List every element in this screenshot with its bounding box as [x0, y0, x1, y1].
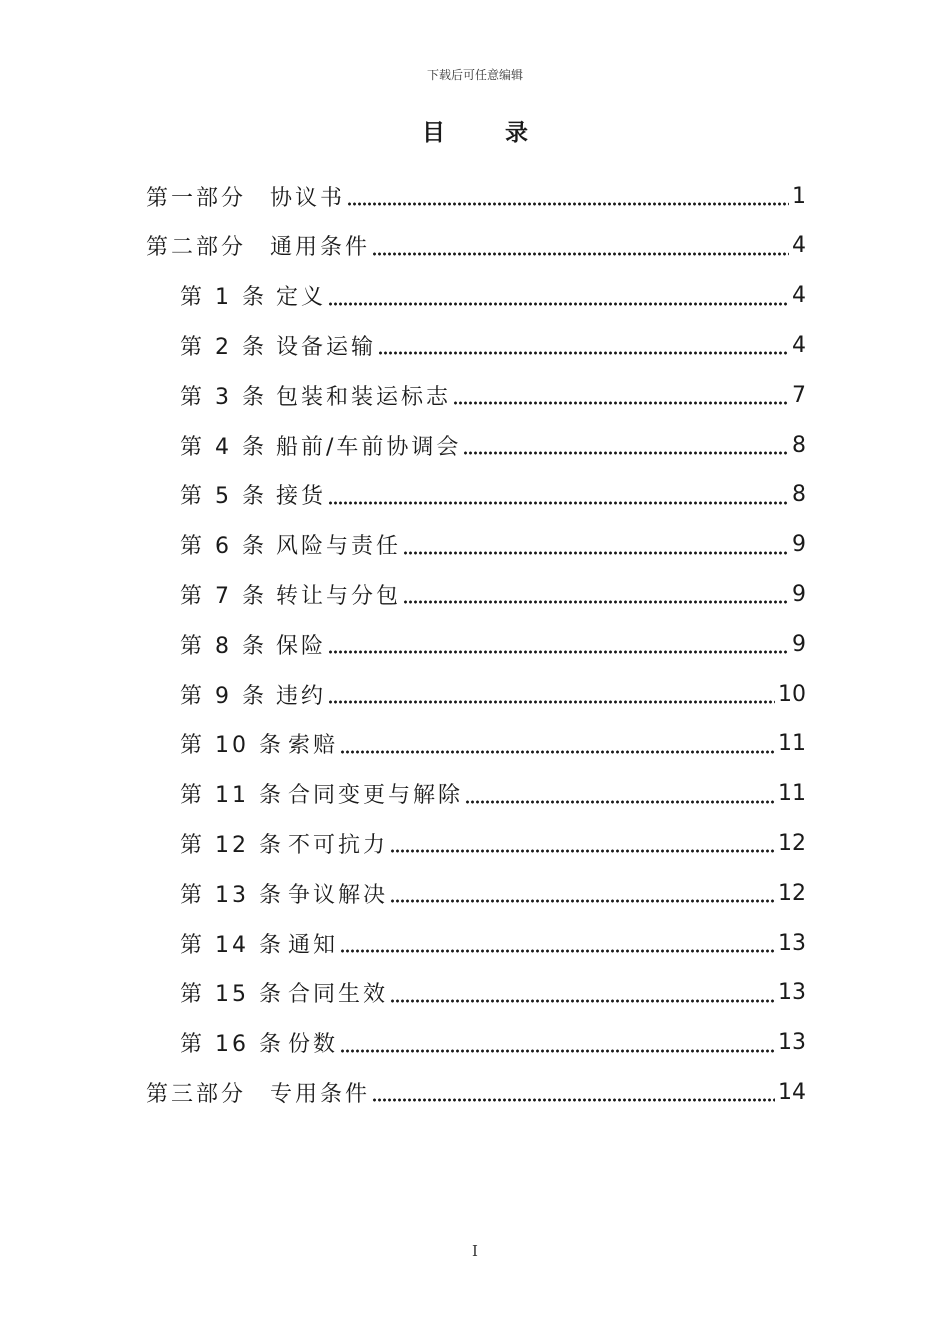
toc-dot-leader — [403, 599, 789, 605]
toc-entry-number: 第 4 条 — [180, 434, 267, 460]
toc-entry-title: 合同生效 — [288, 982, 389, 1008]
header-note: 下载后可任意编辑 — [426, 68, 523, 82]
toc-dot-leader — [340, 1048, 775, 1054]
toc-part-entry[interactable] — [146, 172, 806, 220]
toc-entry-number: 第 1 条 — [180, 285, 267, 311]
toc-entry-page: 13 — [778, 930, 806, 956]
toc-entry-number: 第 13 条 — [180, 882, 284, 908]
toc-entry-title: 包装和装运标志 — [276, 384, 452, 410]
toc-article-entry[interactable] — [180, 919, 806, 967]
toc-entry-page: 9 — [792, 532, 806, 558]
toc-entry-number: 第 2 条 — [180, 334, 267, 360]
toc-entry-title: 专用条件 — [270, 1081, 371, 1107]
toc-dot-leader — [465, 799, 775, 805]
toc-entry-page: 9 — [792, 581, 806, 607]
toc-entry-page: 8 — [792, 482, 806, 508]
toc-entry-title: 船前/车前协调会 — [276, 434, 462, 460]
toc-entry-page: 10 — [778, 681, 806, 707]
toc-entry-page: 12 — [778, 880, 806, 906]
toc-part-entry[interactable] — [146, 1068, 806, 1116]
toc-entry-title: 协议书 — [270, 185, 346, 211]
toc-article-entry[interactable] — [180, 770, 806, 818]
toc-entry-page: 4 — [792, 233, 806, 259]
toc-article-entry[interactable] — [180, 521, 806, 569]
toc-article-entry[interactable] — [180, 272, 806, 320]
toc-dot-leader — [390, 998, 775, 1004]
toc-article-entry[interactable] — [180, 421, 806, 469]
toc-entry-title: 违约 — [276, 683, 327, 709]
toc-article-entry[interactable] — [180, 819, 806, 867]
toc-article-entry[interactable] — [180, 371, 806, 419]
toc-entry-number: 第 8 条 — [180, 633, 267, 659]
toc-entry-number: 第 12 条 — [180, 832, 284, 858]
toc-entry-page: 9 — [792, 631, 806, 657]
toc-entry-page: 7 — [792, 382, 806, 408]
toc-dot-leader — [372, 251, 789, 257]
toc-entry-number: 第 9 条 — [180, 683, 267, 709]
page-title: 目 录 — [421, 120, 554, 146]
toc-dot-leader — [340, 749, 775, 755]
toc-entry-page: 13 — [778, 1030, 806, 1056]
toc-entry-title: 合同变更与解除 — [288, 783, 464, 809]
toc-article-entry[interactable] — [180, 471, 806, 519]
toc-article-entry[interactable] — [180, 969, 806, 1017]
toc-entry-title: 份数 — [288, 1032, 339, 1058]
toc-entry-number: 第 6 条 — [180, 534, 267, 560]
toc-article-entry[interactable] — [180, 321, 806, 369]
toc-dot-leader — [328, 649, 789, 655]
toc-entry-title: 接货 — [276, 484, 327, 510]
toc-entry-number: 第 16 条 — [180, 1032, 284, 1058]
toc-dot-leader — [328, 301, 789, 307]
toc-dot-leader — [403, 550, 789, 556]
toc-entry-title: 转让与分包 — [276, 583, 402, 609]
toc-entry-title: 争议解决 — [288, 882, 389, 908]
toc-dot-leader — [453, 400, 789, 406]
toc-entry-number: 第 5 条 — [180, 484, 267, 510]
toc-entry-page: 8 — [792, 432, 806, 458]
toc-entry-number: 第二部分 — [146, 235, 247, 261]
toc-entry-page: 11 — [778, 731, 806, 757]
toc-entry-page: 13 — [778, 980, 806, 1006]
toc-entry-title: 风险与责任 — [276, 534, 402, 560]
toc-entry-title: 通用条件 — [270, 235, 371, 261]
toc-entry-page: 1 — [792, 183, 806, 209]
toc-dot-leader — [328, 699, 775, 705]
toc-article-entry[interactable] — [180, 570, 806, 618]
toc-dot-leader — [390, 898, 775, 904]
toc-entry-number: 第 14 条 — [180, 932, 284, 958]
toc-dot-leader — [372, 1097, 775, 1103]
toc-entry-page: 11 — [778, 781, 806, 807]
toc-entry-page: 4 — [792, 283, 806, 309]
toc-entry-title: 通知 — [288, 932, 339, 958]
toc-dot-leader — [347, 201, 789, 207]
toc-entry-number: 第 10 条 — [180, 733, 284, 759]
toc-entry-page: 12 — [778, 830, 806, 856]
toc-entry-number: 第 7 条 — [180, 583, 267, 609]
toc-article-entry[interactable] — [180, 1019, 806, 1067]
toc-dot-leader — [463, 450, 789, 456]
toc-entry-number: 第一部分 — [146, 185, 247, 211]
toc-part-entry[interactable] — [146, 222, 806, 270]
page-number: I — [472, 1242, 478, 1260]
toc-dot-leader — [390, 848, 775, 854]
toc-article-entry[interactable] — [180, 670, 806, 718]
toc-entry-page: 4 — [792, 332, 806, 358]
toc-entry-title: 索赔 — [288, 733, 339, 759]
toc-article-entry[interactable] — [180, 869, 806, 917]
toc-entry-title: 设备运输 — [276, 334, 377, 360]
toc-entry-number: 第三部分 — [146, 1081, 247, 1107]
toc-dot-leader — [378, 350, 789, 356]
toc-entry-page: 14 — [778, 1079, 806, 1105]
toc-entry-number: 第 15 条 — [180, 982, 284, 1008]
toc-dot-leader — [340, 948, 775, 954]
toc-entry-title: 定义 — [276, 285, 327, 311]
toc-entry-number: 第 11 条 — [180, 783, 284, 809]
toc-article-entry[interactable] — [180, 720, 806, 768]
toc-entry-number: 第 3 条 — [180, 384, 267, 410]
toc-entry-title: 保险 — [276, 633, 327, 659]
toc-entry-title: 不可抗力 — [288, 832, 389, 858]
toc-article-entry[interactable] — [180, 620, 806, 668]
toc-dot-leader — [328, 500, 789, 506]
